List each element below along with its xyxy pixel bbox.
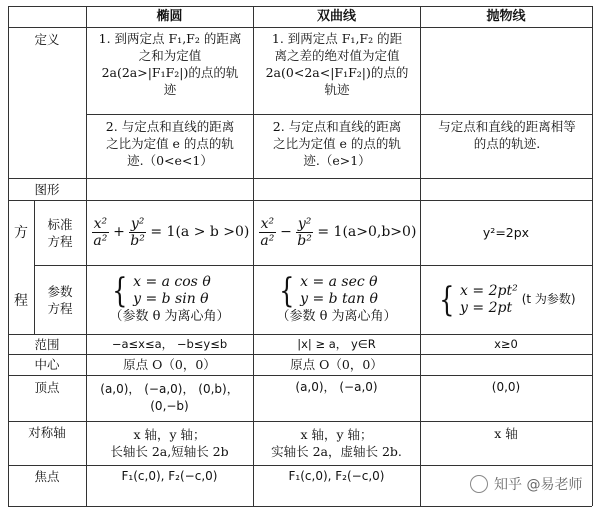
text-line: 2a(0<2a<|F₁F₂|)的点的 [265,65,409,80]
hyperbola-vertex: (a,0)， (−a,0) [295,379,378,394]
text-line: x 轴，y 轴； [133,427,206,442]
fraction-y2-b2: $\frac{\text{y²}}{\text{b²}}$ [130,216,145,249]
hyperbola-focus: F₁(c,0), F₂(−c,0) [288,468,385,483]
text-line: 方程 [47,300,73,316]
equation-rhs: = 1(a>0,b>0) [317,224,417,240]
avatar-icon [470,475,488,493]
row-label-definition: 定义 [34,32,60,47]
text-line: 的点的轨迹. [473,136,541,151]
ellipse-standard-equation: $\frac{\text{x²}}{\text{a²}}$ + $\frac{\text{y²}}{\text{b²}}$ = 1(a > b >0) [93,216,250,249]
text-line: 之比为定值 e 的点的轨 [273,136,401,151]
header-ellipse: 椭圆 [156,9,183,24]
parametric-equation-label [34,265,86,334]
text-line: 方程 [47,233,73,249]
equation-line: x = 2pt² [460,282,518,299]
row-label-center: 中心 [34,357,60,372]
hyperbola-center: 原点 O（0，0） [290,357,383,372]
text-line: 2. 与定点和直线的距离 [105,119,235,134]
row-label-symmetry-axis: 对称轴 [28,424,66,440]
parabola-standard-equation: y²=2px [482,225,530,240]
row-label-vertex: 顶点 [34,379,60,395]
equation-line: x = a sec θ [300,274,378,290]
text-line: 轨迹 [324,82,350,97]
ellipse-parametric-equation [86,265,253,334]
equation-line: y = 2pt [460,299,513,316]
equation-line: x = a cos θ [133,274,211,290]
row-label-equation-bottom: 程 [14,292,28,309]
ellipse-symmetry-axis [86,421,253,465]
watermark [470,474,582,494]
brace-icon: { [112,271,128,311]
parameter-note: （参数 θ 为离心角） [109,309,230,324]
text-line: 迹.（0<e<1） [127,153,213,168]
parabola-parametric-equation [420,265,592,334]
text-line: x 轴，y 轴； [300,427,373,442]
row-label-range: 范围 [34,336,60,352]
grid-line [8,27,592,28]
hyperbola-definition-2 [257,118,417,176]
header-hyperbola: 双曲线 [316,9,356,24]
parabola-definition [424,118,590,176]
grid-line [8,506,592,507]
text-line: 1. 到两定点 F₁,F₂ 的距 [271,31,403,46]
text-line: 2a(2a>|F₁F₂|)的点的轨 [101,65,239,80]
text-line: (0,−b) [150,399,189,413]
grid-line [592,6,593,506]
parameter-note: (t 为参数) [521,292,576,306]
brace-icon: { [439,279,455,320]
text-line: 标准 [47,216,73,232]
hyperbola-standard-equation: $\frac{\text{x²}}{\text{a²}}$ − $\frac{\text{y²}}{\text{b²}}$ = 1(a>0,b>0) [260,216,417,249]
parabola-vertex: (0,0) [491,379,521,394]
text-line: (a,0)， (−a,0)， (0,b)， [100,382,239,396]
text-line: 1. 到两定点 F₁,F₂ 的距离 [98,31,242,46]
text-line: 2. 与定点和直线的距离 [272,119,402,134]
text-line: 与定点和直线的距离相等 [438,119,576,134]
ellipse-definition-1 [90,30,250,112]
header-parabola: 抛物线 [486,9,526,24]
ellipse-vertex [86,375,253,421]
text-line: 实轴长 2a，虚轴长 2b. [271,444,402,459]
text-line: 参数 [47,283,73,299]
parabola-symmetry-axis: x 轴 [494,425,518,441]
row-label-equation-top: 方 [14,224,28,241]
text-line: 长轴长 2a,短轴长 2b [110,444,229,459]
text-line: 之比为定值 e 的点的轨 [106,136,234,151]
brace-icon: { [279,271,295,311]
hyperbola-definition-1 [257,30,417,112]
equation-line: y = b sin θ [133,291,209,307]
parabola-range: x≥0 [494,336,518,351]
fraction-x2-a2: $\frac{\text{x²}}{\text{a²}}$ [260,216,275,249]
standard-equation-label [34,200,86,265]
equation-rhs: = 1(a > b >0) [150,224,250,240]
hyperbola-parametric-equation [253,265,420,334]
ellipse-definition-2 [90,118,250,176]
row-label-focus: 焦点 [34,468,60,484]
ellipse-range: −a≤x≤a， −b≤y≤b [111,336,228,351]
fraction-x2-a2: $\frac{\text{x²}}{\text{a²}}$ [93,216,108,249]
watermark-text: 知乎 @易老师 [494,477,583,493]
text-line: 之和为定值 [138,48,202,63]
ellipse-center: 原点 O（0，0） [123,357,216,372]
text-line: 离之差的绝对值为定值 [274,48,400,63]
row-label-shape: 图形 [34,181,60,197]
ellipse-focus: F₁(c,0), F₂(−c,0) [121,468,218,483]
text-line: 迹.（e>1） [303,153,371,168]
grid-line [86,114,592,115]
hyperbola-range: |x| ≥ a， y∈R [297,336,376,351]
fraction-y2-b2: $\frac{\text{y²}}{\text{b²}}$ [297,216,312,249]
parameter-note: （参数 θ 为离心角） [276,309,397,324]
grid-line [8,178,592,179]
hyperbola-symmetry-axis [253,421,420,465]
text-line: 迹 [163,82,177,97]
equation-line: y = b tan θ [300,291,378,307]
